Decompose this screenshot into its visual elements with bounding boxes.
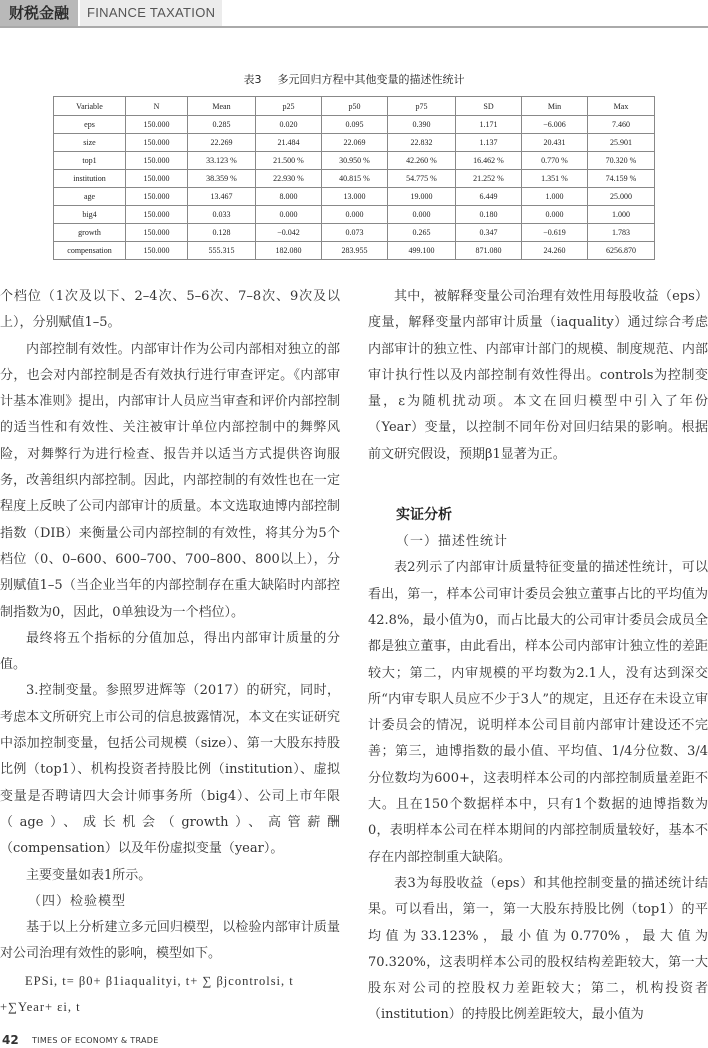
table-cell: 283.955	[322, 242, 388, 260]
table-cell: 1.171	[456, 116, 522, 134]
table-cell: −0.619	[522, 224, 588, 242]
variable-name-cell: eps	[54, 116, 126, 134]
table-cell: 0.180	[456, 206, 522, 224]
table-cell: 0.000	[322, 206, 388, 224]
header-cell: SD	[456, 97, 522, 116]
table-cell: 38.359 %	[188, 170, 256, 188]
table-cell: 6.449	[456, 188, 522, 206]
regression-formula: EPSi, t= β0+ β1iaqualityi, t+ ∑ βjcontrolsi, t	[25, 973, 294, 988]
table-cell: 6256.870	[588, 242, 655, 260]
header-cell: p25	[256, 97, 322, 116]
stats-table	[53, 96, 655, 260]
section-title: 实证分析	[396, 507, 452, 524]
variable-name-cell: size	[54, 134, 126, 152]
table-cell: 150.000	[126, 206, 188, 224]
table-cell: 22.269	[188, 134, 256, 152]
table-cell: 20.431	[522, 134, 588, 152]
table-cell: 0.265	[388, 224, 456, 242]
paragraph: 其中，被解释变量公司治理有效性用每股收益（eps）度量，解释变量内部审计质量（iaquality）通过综合考虑内部审计的独立性、内部审计部门的规模、制度规范、内部审计执行性以及内部控制有效性得出。controls为控制变量，ε为随机扰动项。本文在回归模型中引入了年份（Year）变量，以控制不同年份对回归结果的影响。根据前文研究假设，预期β1显著为正。	[368, 289, 708, 462]
regression-formula-cont: +∑Year+ εi, t	[0, 1000, 81, 1015]
table-label: 表3	[243, 73, 262, 86]
table-cell: 0.000	[522, 206, 588, 224]
table-cell: 21.500 %	[256, 152, 322, 170]
section-label-en: FINANCE TAXATION	[80, 0, 222, 26]
table-cell: 7.460	[588, 116, 655, 134]
table-cell: 555.315	[188, 242, 256, 260]
paragraph: 主要变量如表1所示。	[26, 867, 152, 883]
table-title: 多元回归方程中其他变量的描述性统计	[277, 73, 465, 86]
table-cell: 21.484	[256, 134, 322, 152]
paragraph: 个档位（1次及以下、2–4次、5–6次、7–8次、9次及以上），分别赋值1–5。	[0, 289, 340, 331]
table-row	[54, 170, 655, 188]
table-cell: 8.000	[256, 188, 322, 206]
paragraph: 表2列示了内部审计质量特征变量的描述性统计，可以看出，第一，样本公司审计委员会独立董事占比的平均值为42.8%，最小值为0，而占比最大的公司审计委员会成员全都是独立董事，由此看出，样本公司内部审计独立性的差距较大；第二，内审规模的平均数为2.1人，没有达到深交所“内审专职人员应不少于3人”的规定，且还存在未设立审计委员会的情况，说明样本公司目前内部审计建设还不完善；第三，迪博指数的最小值、平均值、1/4分位数、3/4分位数均为600+，这表明样本公司的内部控制质量差距不大。且在150个数据样本中，只有1个数据的迪博指数为0，表明样本公司在样本期间的内部控制质量较好，基本不存在内部控制重大缺陷。	[368, 560, 708, 865]
table-cell: 150.000	[126, 188, 188, 206]
table-cell: 0.033	[188, 206, 256, 224]
header-cell: Variable	[54, 97, 126, 116]
table-cell: 0.770 %	[522, 152, 588, 170]
paragraph: 基于以上分析建立多元回归模型，以检验内部审计质量对公司治理有效性的影响，模型如下。	[0, 920, 340, 962]
variable-name-cell: big4	[54, 206, 126, 224]
table-row	[54, 188, 655, 206]
table-cell: 54.775 %	[388, 170, 456, 188]
table-cell: 70.320 %	[588, 152, 655, 170]
variable-name-cell: institution	[54, 170, 126, 188]
subsection-title: （四）检验模型	[28, 893, 127, 909]
table-cell: 1.351 %	[522, 170, 588, 188]
table-cell: 1.783	[588, 224, 655, 242]
table-cell: 871.080	[456, 242, 522, 260]
table-cell: 22.069	[322, 134, 388, 152]
paragraph: 内部控制有效性。内部审计作为公司内部相对独立的部分，也会对内部控制是否有效执行进行审查评定。《内部审计基本准则》提出，内部审计人员应当审查和评价内部控制的适当性和有效性、关注被审计单位内部控制中的舞弊风险，对舞弊行为进行检查、报告并以适当方式提供咨询服务，改善组织内部控制。因此，内部控制的有效性也在一定程度上反映了公司内部审计的质量。本文选取迪博内部控制指数（DIB）来衡量公司内部控制的有效性，将其分为5个档位（0、0–600、600–700、700–800、800以上），分别赋值1–5（当企业当年的内部控制存在重大缺陷时内部控制指数为0，因此，0单独设为一个档位）。	[0, 341, 340, 620]
table-cell: 499.100	[388, 242, 456, 260]
variable-name-cell: age	[54, 188, 126, 206]
table-cell: 1.000	[588, 206, 655, 224]
header-rule	[0, 26, 708, 28]
table-cell: 0.000	[256, 206, 322, 224]
table-row	[54, 134, 655, 152]
header-cell: N	[126, 97, 188, 116]
table-cell: −6.006	[522, 116, 588, 134]
right-column	[368, 284, 708, 1029]
table-cell: 0.000	[388, 206, 456, 224]
page-footer	[0, 1033, 708, 1048]
table-cell: 0.128	[188, 224, 256, 242]
table-cell: 0.020	[256, 116, 322, 134]
table-cell: 25.901	[588, 134, 655, 152]
variable-name-cell: top1	[54, 152, 126, 170]
table-header-row	[54, 97, 655, 116]
table-cell: 150.000	[126, 134, 188, 152]
page-number: 42	[2, 1033, 19, 1047]
paragraph: 3.控制变量。参照罗进辉等（2017）的研究，同时，考虑本文所研究上市公司的信息披露情况，本文在实证研究中添加控制变量，包括公司规模（size）、第一大股东持股比例（top1）、机构投资者持股比例（institution）、虚拟变量是否聘请四大会计师事务所（big4）、公司上市年限（age）、成长机会（growth）、高管薪酬（compensation）以及年份虚拟变量（year）。	[0, 683, 340, 857]
left-column	[0, 284, 340, 1020]
paragraph: 最终将五个指标的分值加总，得出内部审计质量的分值。	[0, 630, 340, 673]
paragraph: 表3为每股收益（eps）和其他控制变量的描述统计结果。可以看出，第一，第一大股东持股比例（top1）的平均值为33.123%，最小值为0.770%，最大值为70.320%，这表明样本公司的股权结构差距较大，第一大股东对公司的控股权力差距较大；第二，机构投资者（institution）的持股比例差距较大，最小值为	[368, 875, 708, 1023]
table-cell: 19.000	[388, 188, 456, 206]
table-cell: 150.000	[126, 170, 188, 188]
table-cell: 33.123 %	[188, 152, 256, 170]
table-row	[54, 224, 655, 242]
table-cell: 42.260 %	[388, 152, 456, 170]
table-cell: 0.390	[388, 116, 456, 134]
page-header	[0, 0, 708, 28]
table-cell: 74.159 %	[588, 170, 655, 188]
table-cell: 21.252 %	[456, 170, 522, 188]
header-cell: p75	[388, 97, 456, 116]
variable-name-cell: compensation	[54, 242, 126, 260]
variable-name-cell: growth	[54, 224, 126, 242]
table-cell: 0.073	[322, 224, 388, 242]
spacer	[368, 468, 708, 494]
table-cell: −0.042	[256, 224, 322, 242]
table-row	[54, 242, 655, 260]
section-label-cn: 财税金融	[0, 0, 78, 26]
header-cell: Min	[522, 97, 588, 116]
table-cell: 40.815 %	[322, 170, 388, 188]
subsection-title: （一）描述性统计	[396, 534, 509, 550]
header-cell: Mean	[188, 97, 256, 116]
header-cell: Max	[588, 97, 655, 116]
table-cell: 0.095	[322, 116, 388, 134]
table-cell: 150.000	[126, 152, 188, 170]
table-cell: 13.467	[188, 188, 256, 206]
table-cell: 24.260	[522, 242, 588, 260]
table-cell: 30.950 %	[322, 152, 388, 170]
table-row	[54, 152, 655, 170]
table-cell: 0.285	[188, 116, 256, 134]
journal-name: TIMES OF ECONOMY & TRADE	[32, 1036, 159, 1045]
table-cell: 22.930 %	[256, 170, 322, 188]
table-cell: 0.347	[456, 224, 522, 242]
table-caption	[0, 71, 708, 87]
table-cell: 182.080	[256, 242, 322, 260]
table-cell: 150.000	[126, 224, 188, 242]
table-cell: 150.000	[126, 116, 188, 134]
table-cell: 25.000	[588, 188, 655, 206]
table-cell: 16.462 %	[456, 152, 522, 170]
table-cell: 150.000	[126, 242, 188, 260]
table-cell: 1.000	[522, 188, 588, 206]
table-row	[54, 206, 655, 224]
table-cell: 1.137	[456, 134, 522, 152]
table-cell: 13.000	[322, 188, 388, 206]
table-row	[54, 116, 655, 134]
header-cell: p50	[322, 97, 388, 116]
table-cell: 22.832	[388, 134, 456, 152]
